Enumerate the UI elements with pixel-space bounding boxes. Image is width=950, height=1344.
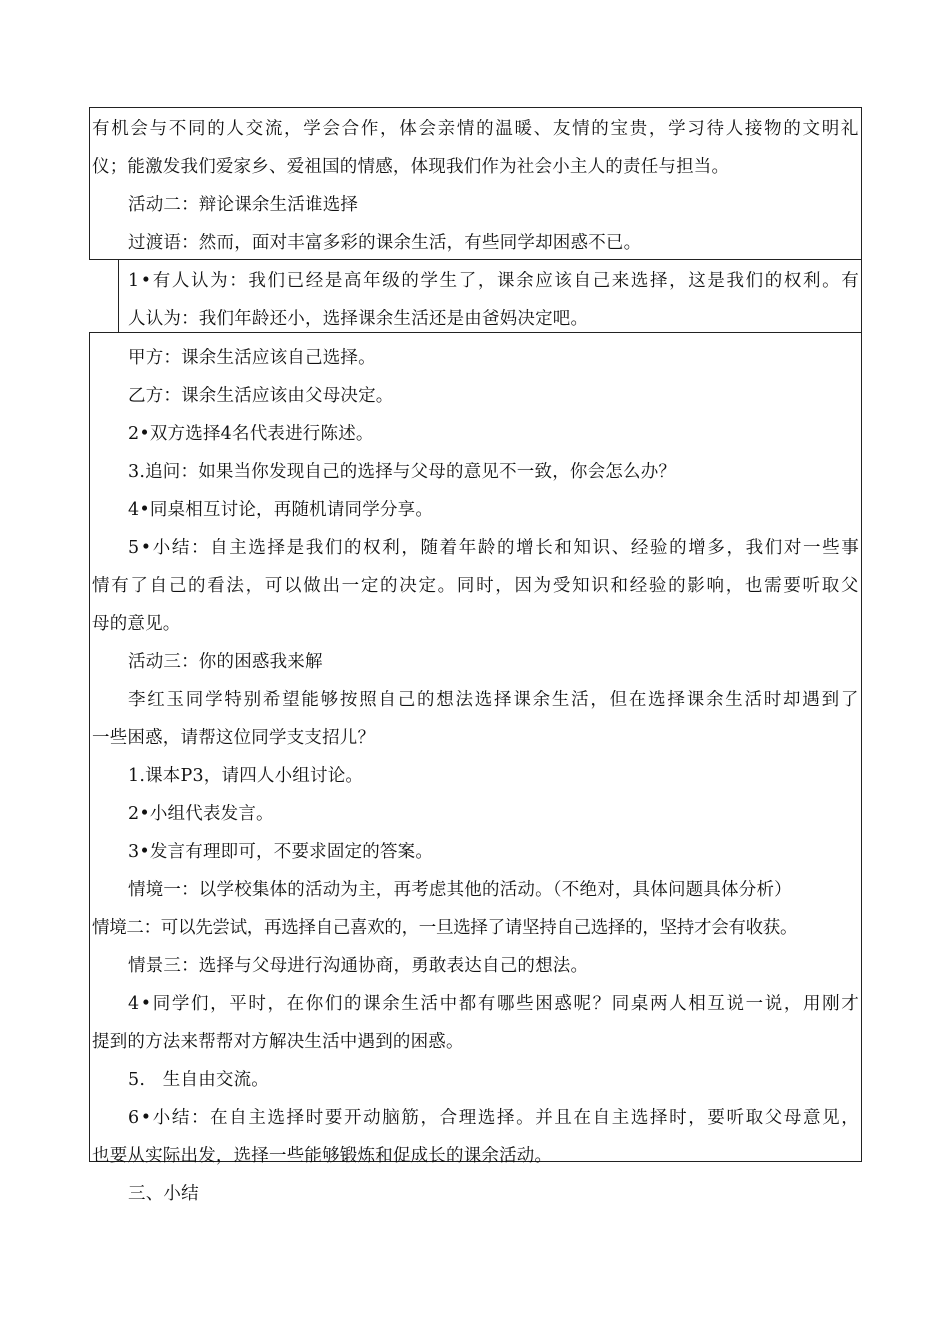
case-line: 一些困惑，请帮这位同学支支招儿？ xyxy=(92,728,376,748)
list-item: 2•小组代表发言。 xyxy=(128,804,274,824)
activity-title: 活动三：你的困惑我来解 xyxy=(128,652,323,672)
activity-title: 活动二：辩论课余生活谁选择 xyxy=(128,195,359,215)
transition-text: 过渡语：然而，面对丰富多彩的课余生活，有些同学却困惑不已。 xyxy=(128,233,642,253)
list-item: 3.追问：如果当你发现自己的选择与父母的意见不一致，你会怎么办？ xyxy=(128,462,677,482)
list-item: 1.课本P3，请四人小组讨论。 xyxy=(128,766,364,786)
side-a-text: 甲方：课余生活应该自己选择。 xyxy=(128,348,376,368)
summary-line: 母的意见。 xyxy=(92,614,181,634)
list-item: 5. 生自由交流。 xyxy=(128,1070,269,1090)
scenario-line: 情境一：以学校集体的活动为主，再考虑其他的活动。（不绝对，具体问题具体分析） xyxy=(128,880,792,900)
paragraph-line: 仪；能激发我们爱家乡、爱祖国的情感，体现我们作为社会小主人的责任与担当。 xyxy=(92,157,730,177)
side-b-text: 乙方：课余生活应该由父母决定。 xyxy=(128,386,394,406)
debate-prompt-line: 1 • 有 人 认 为 ： 我 们 已 经 是 高 年 级 的 学 生 了 ， 课 余 应 该 自 己 来 选 择 ， 这 是 我 们 的 权 利 。 有 xyxy=(128,271,859,291)
list-item: 4 • 同 学 们 ， 平 时 ， 在 你 们 的 课 余 生 活 中 都 有 哪 些 困 惑 呢 ？ 同 桌 两 人 相 互 说 一 说 ， 用 刚 才 xyxy=(128,994,859,1014)
paragraph-line: 有 机 会 与 不 同 的 人 交 流 ， 学 会 合 作 ， 体 会 亲 情 的 温 暖 、 友 情 的 宝 贵 ， 学 习 待 人 接 物 的 文 明 礼 xyxy=(92,119,859,139)
summary-line: 6 • 小 结 ： 在 自 主 选 择 时 要 开 动 脑 筋 ， 合 理 选 择 。 并 且 在 自 主 选 择 时 ， 要 听 取 父 母 意 见 ， xyxy=(128,1108,859,1128)
list-item: 3•发言有理即可，不要求固定的答案。 xyxy=(128,842,434,862)
list-item: 4•同桌相互讨论，再随机请同学分享。 xyxy=(128,500,434,520)
summary-line: 情 有 了 自 己 的 看 法 ， 可 以 做 出 一 定 的 决 定 。 同 时 ， 因 为 受 知 识 和 经 验 的 影 响 ， 也 需 要 听 取 父 xyxy=(92,576,859,596)
summary-line: 5 • 小 结 ： 自 主 选 择 是 我 们 的 权 利 ， 随 着 年 龄 的 增 长 和 知 识 、 经 验 的 增 多 ， 我 们 对 一 些 事 xyxy=(128,538,859,558)
summary-line: 也要从实际出发，选择一些能够锻炼和促成长的课余活动。 xyxy=(92,1146,553,1166)
scenario-line: 情境二：可以先尝试，再选择自己喜欢的，一旦选择了请坚持自己选择的，坚持才会有收获。 xyxy=(92,918,798,938)
debate-prompt-line: 人认为：我们年龄还小，选择课余生活还是由爸妈决定吧。 xyxy=(128,309,589,329)
scenario-line: 情景三：选择与父母进行沟通协商，勇敢表达自己的想法。 xyxy=(128,956,589,976)
case-line: 李 红 玉 同 学 特 别 希 望 能 够 按 照 自 己 的 想 法 选 择 课 余 生 活 ， 但 在 选 择 课 余 生 活 时 却 遇 到 了 xyxy=(128,690,859,710)
list-item: 提到的方法来帮帮对方解决生活中遇到的困惑。 xyxy=(92,1032,464,1052)
list-item: 2•双方选择4名代表进行陈述。 xyxy=(128,424,374,444)
section-heading: 三、小结 xyxy=(128,1184,199,1204)
